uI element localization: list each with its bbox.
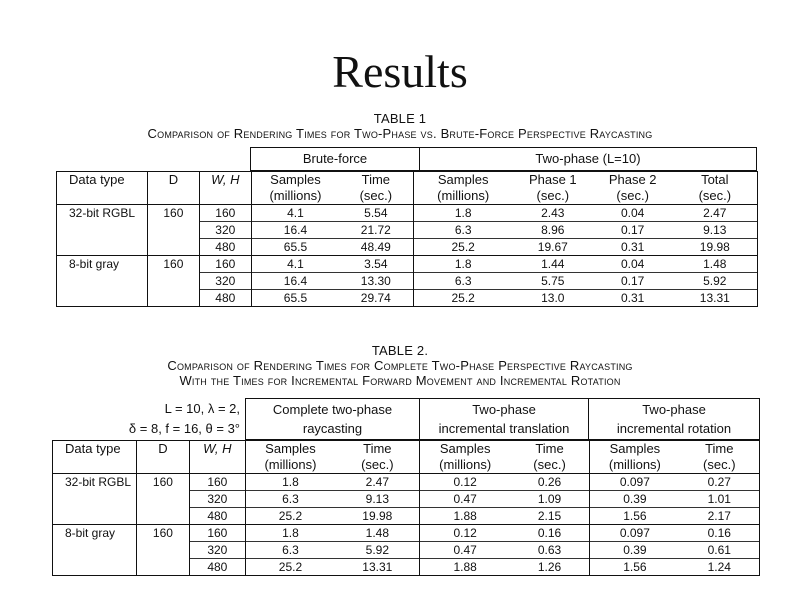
table-cell: 13.30 [339,273,413,290]
table1-label: TABLE 1 [373,111,427,126]
table-cell: 29.74 [339,290,413,307]
table2-subheader-cell [189,457,245,474]
table-cell: 1.88 [420,559,510,576]
table2-header-cell: Samples [590,441,680,458]
table-cell: 1.8 [245,525,335,542]
table2-params-line1: L = 10, λ = 2, [164,401,240,416]
table-cell: 13.31 [673,290,758,307]
table2-header-cell: Time [510,441,590,458]
table-cell: 0.04 [593,256,673,273]
table-cell: 0.097 [590,525,680,542]
table-cell: 0.47 [420,542,510,559]
table-cell: 0.31 [593,290,673,307]
table2-header-cell: Samples [245,441,335,458]
table2-subheader-cell: (sec.) [335,457,420,474]
table-cell: 19.67 [513,239,593,256]
table-cell: 0.47 [420,491,510,508]
table-cell: 5.54 [364,206,388,220]
table2-header-cell: Time [680,441,760,458]
table-cell: 1.09 [510,491,590,508]
table-cell: 6.3 [245,491,335,508]
table-cell: 0.63 [510,542,590,559]
table-cell: 480 [199,239,251,256]
table-cell: 9.13 [335,491,420,508]
table-cell: 480 [189,508,245,525]
table1-caption: Comparison of Rendering Times for Two-Phase vs. Brute-Force Perspective Raycasting [147,126,653,141]
table-cell: 0.16 [680,525,760,542]
table-cell: 32-bit RGBL [53,474,137,491]
table-cell: 1.44 [513,256,593,273]
table1-subheader-cell: (millions) [413,188,513,205]
table-cell: 4.1 [251,205,339,222]
table-cell: 0.097 [590,474,680,491]
table-cell: 0.04 [621,206,645,220]
table1-group-two-phase-box [419,147,757,171]
table-cell: 25.2 [245,508,335,525]
table-cell: 160 [199,256,251,273]
table-cell: 5.92 [673,273,758,290]
table-cell: 1.48 [673,256,758,273]
table-cell: 0.12 [420,525,510,542]
table-cell: 0.17 [593,222,673,239]
table-cell: 0.27 [680,474,760,491]
table-cell: 19.98 [673,239,758,256]
table-cell: 25.2 [413,239,513,256]
table1-header-cell: Samples [251,172,339,189]
table-cell: 480 [189,559,245,576]
table2-params [60,399,240,439]
table1-subheader-cell [147,188,199,205]
table2-params-line2: δ = 8, f = 16, θ = 3° [128,421,240,436]
table-cell: 8.96 [513,222,593,239]
table1-header-cell: W, H [199,172,251,189]
slide-title: Results [332,46,468,97]
table1-header-cell: D [147,172,199,189]
table-cell: 4.1 [251,256,339,273]
table-cell: 16.4 [251,273,339,290]
table-cell: 1.56 [590,508,680,525]
table-cell: 2.17 [680,508,760,525]
table1-subheader-cell: (sec.) [593,188,673,205]
table2-subheader-cell: (millions) [590,457,680,474]
table-cell: 5.75 [513,273,593,290]
table1 [56,171,758,307]
table-cell: 0.12 [420,474,510,491]
table2-group-rotation-box [588,398,760,440]
table-cell: 2.15 [510,508,590,525]
table2-subheader-cell: (sec.) [510,457,590,474]
table-cell: 13.31 [335,559,420,576]
table-cell: 9.13 [673,222,758,239]
table-cell: 6.3 [413,222,513,239]
table2-label: TABLE 2. [371,343,429,358]
table1-header-cell: Samples [413,172,513,189]
table-cell: 160 [136,525,189,542]
table-cell: 6.3 [245,542,335,559]
table2-subheader-cell [53,457,137,474]
table-cell [136,542,189,559]
table-cell: 0.16 [510,525,590,542]
table-cell [57,290,148,307]
table2-header-cell: Samples [420,441,510,458]
table-cell: 0.39 [590,491,680,508]
table-cell: 65.5 [251,239,339,256]
table-cell: 0.61 [680,542,760,559]
table-row [57,256,758,273]
table1-header-cell: Time [339,172,413,189]
table2-subheader-cell: (millions) [245,457,335,474]
table-cell: 160 [199,205,251,222]
table1-subheader-cell [57,188,148,205]
table-cell: 25.2 [413,290,513,307]
table1-subheader-cell: (sec.) [513,188,593,205]
table-row [57,205,758,222]
table-cell: 0.39 [590,542,680,559]
table1-header-row [57,172,758,189]
table-cell [53,491,137,508]
table2-group-complete-line2: raycasting [302,421,363,436]
table-cell: 160 [147,256,199,273]
table-cell [147,239,199,256]
table-cell: 1.01 [680,491,760,508]
table1-subheader-cell: (sec.) [673,188,758,205]
table-cell: 2.43 [541,206,565,220]
table1-subheader-cell: (millions) [251,188,339,205]
table-cell: 8-bit gray [57,256,148,273]
table-cell: 160 [189,525,245,542]
table-cell: 48.49 [339,239,413,256]
table-cell: 1.24 [680,559,760,576]
table1-header-cell: Phase 1 [513,172,593,189]
table2-group-complete-line1: Complete two-phase [272,402,393,417]
table-cell: 3.54 [339,256,413,273]
table-row [57,290,758,307]
table2-header-cell: Time [335,441,420,458]
table-cell: 160 [136,474,189,491]
table1-header-cell: Total [673,172,758,189]
table-cell: 1.56 [590,559,680,576]
table2-subheader-cell: (millions) [420,457,510,474]
table-cell [136,559,189,576]
table-row [53,559,760,576]
table1-group-brute-box [250,147,420,171]
table-cell: 1.26 [510,559,590,576]
table-cell: 13.0 [513,290,593,307]
table-cell: 21.72 [339,222,413,239]
table-cell: 8-bit gray [53,525,137,542]
table2-group-translation-line1: Two-phase [472,402,536,417]
table2-header-row [53,441,760,458]
table1-subheader-row [57,188,758,205]
table-row [53,525,760,542]
table-cell: 2.47 [673,205,758,222]
table-cell: 25.2 [245,559,335,576]
table-cell: 480 [199,290,251,307]
table1-group-brute: Brute-force [302,151,368,166]
table-cell [57,239,148,256]
table-cell: 19.98 [335,508,420,525]
table2-subheader-row [53,457,760,474]
table-cell [147,290,199,307]
table-cell: 6.3 [413,273,513,290]
table-cell [57,273,148,290]
table-cell: 0.31 [593,239,673,256]
table2-caption-line2: With the Times for Incremental Forward Movement and Incremental Rotation [179,373,621,388]
table2-subheader-cell [136,457,189,474]
table-cell: 1.48 [335,525,420,542]
table-cell: 160 [147,205,199,222]
table-row [57,239,758,256]
table1-subheader-cell: (sec.) [339,188,413,205]
table-cell: 2.47 [365,475,389,489]
table-row [57,222,758,239]
table-cell: 65.5 [251,290,339,307]
table-cell: 1.88 [420,508,510,525]
table-cell: 1.8 [413,256,513,273]
table2-group-rotation-line2: incremental rotation [616,421,732,436]
table-row [53,508,760,525]
table-cell: 320 [189,491,245,508]
table2-header-cell: W, H [189,441,245,458]
table1-subheader-cell [199,188,251,205]
table-cell: 5.92 [335,542,420,559]
table-cell [53,542,137,559]
table1-group-two-phase: Two-phase (L=10) [535,151,641,166]
table1-header-cell: Data type [57,172,148,189]
table-cell [147,222,199,239]
table2-header-cell: D [136,441,189,458]
table-cell: 0.26 [537,475,562,489]
table-row [57,273,758,290]
table2-caption-line1: Comparison of Rendering Times for Complete Two-Phase Perspective Raycasting [167,358,633,373]
table2-group-complete-box [245,398,420,440]
table2-subheader-cell: (sec.) [680,457,760,474]
table-cell: 320 [189,542,245,559]
table-cell [136,508,189,525]
table2-group-translation-box [419,398,589,440]
table-cell: 320 [199,273,251,290]
table-cell: 160 [189,474,245,491]
table-cell [147,273,199,290]
table-cell: 1.8 [413,205,513,222]
table-row [53,474,760,491]
table2-group-rotation-line1: Two-phase [642,402,706,417]
table-cell [53,508,137,525]
table2-group-translation-line2: incremental translation [438,421,570,436]
table-cell [57,222,148,239]
table-cell: 0.17 [593,273,673,290]
table2 [52,440,760,576]
table-cell: 1.8 [245,474,335,491]
table1-header-cell: Phase 2 [593,172,673,189]
table2-header-cell: Data type [53,441,137,458]
table-cell [53,559,137,576]
table-cell: 16.4 [251,222,339,239]
table-cell: 320 [199,222,251,239]
table-row [53,542,760,559]
table-cell: 32-bit RGBL [57,205,148,222]
table-cell [136,491,189,508]
table-row [53,491,760,508]
